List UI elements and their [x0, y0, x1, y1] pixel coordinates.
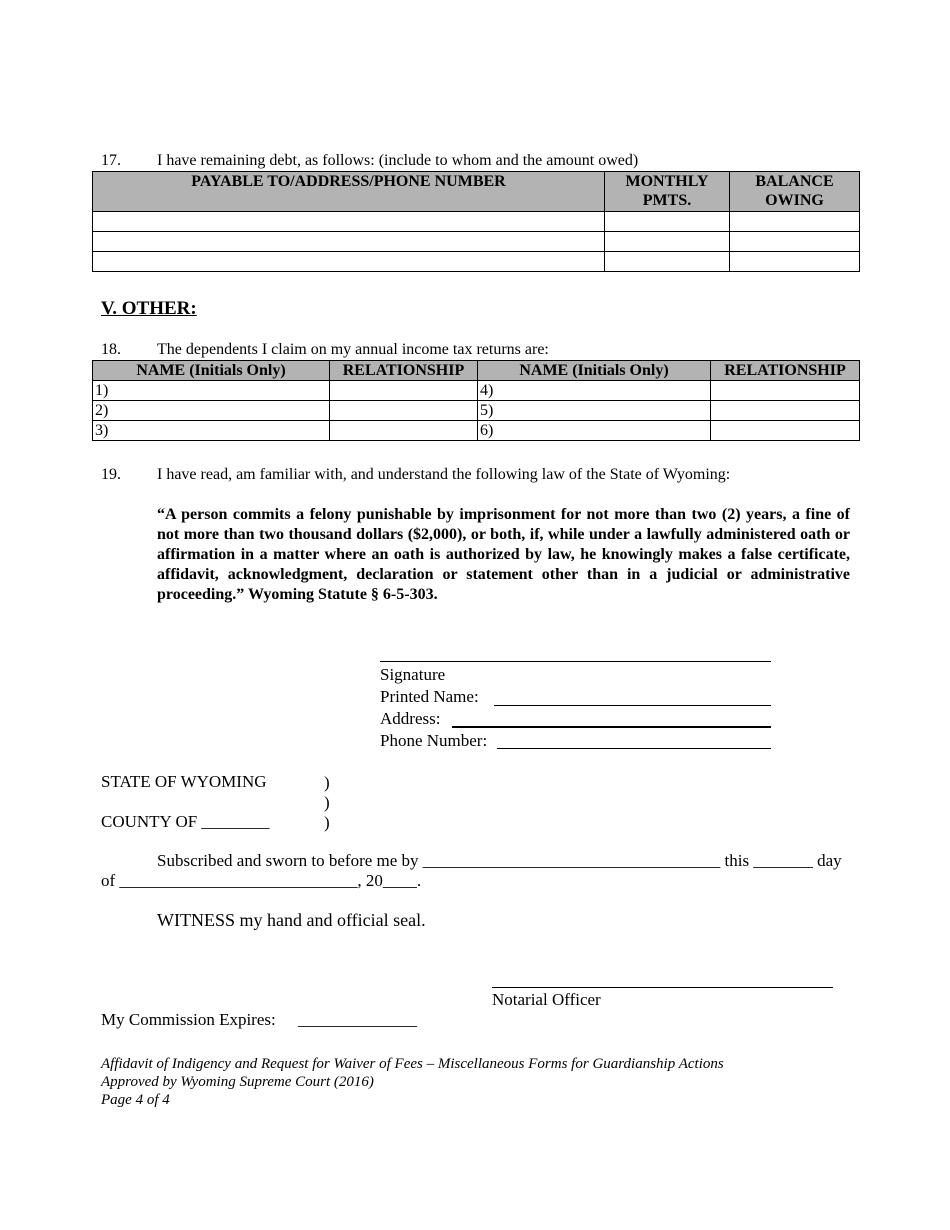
dependent-name-cell[interactable]: 1) — [93, 381, 330, 401]
jurat-line-2: of ____________________________, 20____. — [101, 871, 422, 890]
venue-county: COUNTY OF ________ — [101, 812, 270, 831]
header-payable-to: PAYABLE TO/ADDRESS/PHONE NUMBER — [93, 172, 605, 212]
notary-signature-line[interactable] — [492, 987, 833, 988]
jurat-line-1: Subscribed and sworn to before me by ___________________________________ this _______ day — [157, 851, 842, 870]
printed-name-label: Printed Name: — [380, 687, 479, 706]
table-row — [93, 232, 860, 252]
dependent-relationship-cell[interactable] — [711, 381, 860, 401]
debt-table — [92, 171, 860, 272]
debt-monthly-cell[interactable] — [605, 232, 730, 252]
table-row — [93, 381, 860, 401]
notarial-officer-label: Notarial Officer — [492, 990, 601, 1009]
header-relationship: RELATIONSHIP — [330, 361, 478, 381]
debt-payable-cell[interactable] — [93, 232, 605, 252]
debt-balance-cell[interactable] — [730, 232, 860, 252]
dependent-name-cell[interactable]: 4) — [478, 381, 711, 401]
dependent-name-cell[interactable]: 6) — [478, 421, 711, 441]
dependent-relationship-cell[interactable] — [330, 421, 478, 441]
q17-text: I have remaining debt, as follows: (include to whom and the amount owed) — [157, 152, 639, 169]
footer-page-number: Page 4 of 4 — [101, 1092, 170, 1108]
phone-number-line[interactable] — [497, 748, 771, 749]
address-label: Address: — [380, 709, 441, 728]
table-row — [93, 212, 860, 232]
debt-balance-cell[interactable] — [730, 212, 860, 232]
statute-quote: “A person commits a felony punishable by imprisonment for not more than two (2) years, a fine of not more than two thousand dollars ($2,000), or both, if, while under a lawfully administered oath or affirmation in a matter where an oath is authorized by law, he knowingly makes a false certificate, affidavit, acknowledgment, declaration or statement other than in a judicial or administrative proceeding.” Wyoming Statute § 6-5-303. — [157, 506, 850, 603]
signature-label: Signature — [380, 665, 446, 684]
venue-state: STATE OF WYOMING — [101, 772, 267, 791]
header-name-initials: NAME (Initials Only) — [93, 361, 330, 381]
footer-form-title: Affidavit of Indigency and Request for Waiver of Fees – Miscellaneous Forms for Guardianship Actions — [101, 1056, 724, 1072]
q19-number: 19. — [101, 466, 121, 483]
q18-text: The dependents I claim on my annual income tax returns are: — [157, 341, 549, 358]
q19-text: I have read, am familiar with, and understand the following law of the State of Wyoming: — [157, 466, 731, 483]
q18-number: 18. — [101, 341, 121, 358]
dependent-relationship-cell[interactable] — [711, 401, 860, 421]
dependent-relationship-cell[interactable] — [330, 381, 478, 401]
table-row — [93, 421, 860, 441]
venue-paren: ) — [324, 773, 330, 792]
dependents-table-header — [93, 361, 860, 381]
printed-name-line[interactable] — [494, 705, 771, 706]
signature-line[interactable] — [380, 661, 771, 662]
debt-balance-cell[interactable] — [730, 252, 860, 272]
witness-statement: WITNESS my hand and official seal. — [157, 910, 426, 930]
header-relationship: RELATIONSHIP — [711, 361, 860, 381]
phone-number-label: Phone Number: — [380, 731, 488, 750]
dependent-relationship-cell[interactable] — [330, 401, 478, 421]
debt-table-header — [93, 172, 860, 212]
q17-number: 17. — [101, 152, 121, 169]
table-row — [93, 401, 860, 421]
section-other-heading: V. OTHER: — [101, 298, 197, 319]
debt-payable-cell[interactable] — [93, 252, 605, 272]
debt-monthly-cell[interactable] — [605, 212, 730, 232]
address-line[interactable] — [452, 726, 771, 728]
table-row — [93, 252, 860, 272]
header-balance-owing: BALANCE OWING — [730, 172, 860, 212]
dependent-name-cell[interactable]: 2) — [93, 401, 330, 421]
footer-approval: Approved by Wyoming Supreme Court (2016) — [101, 1074, 374, 1090]
venue-paren: ) — [324, 813, 330, 832]
commission-expires-blank[interactable]: ______________ — [298, 1010, 417, 1029]
dependent-name-cell[interactable]: 5) — [478, 401, 711, 421]
venue-paren: ) — [324, 793, 330, 812]
debt-payable-cell[interactable] — [93, 212, 605, 232]
dependent-relationship-cell[interactable] — [711, 421, 860, 441]
header-monthly-pmts: MONTHLY PMTS. — [605, 172, 730, 212]
debt-monthly-cell[interactable] — [605, 252, 730, 272]
commission-expires-label: My Commission Expires: — [101, 1010, 276, 1029]
dependent-name-cell[interactable]: 3) — [93, 421, 330, 441]
header-name-initials: NAME (Initials Only) — [478, 361, 711, 381]
dependents-table — [92, 360, 860, 441]
